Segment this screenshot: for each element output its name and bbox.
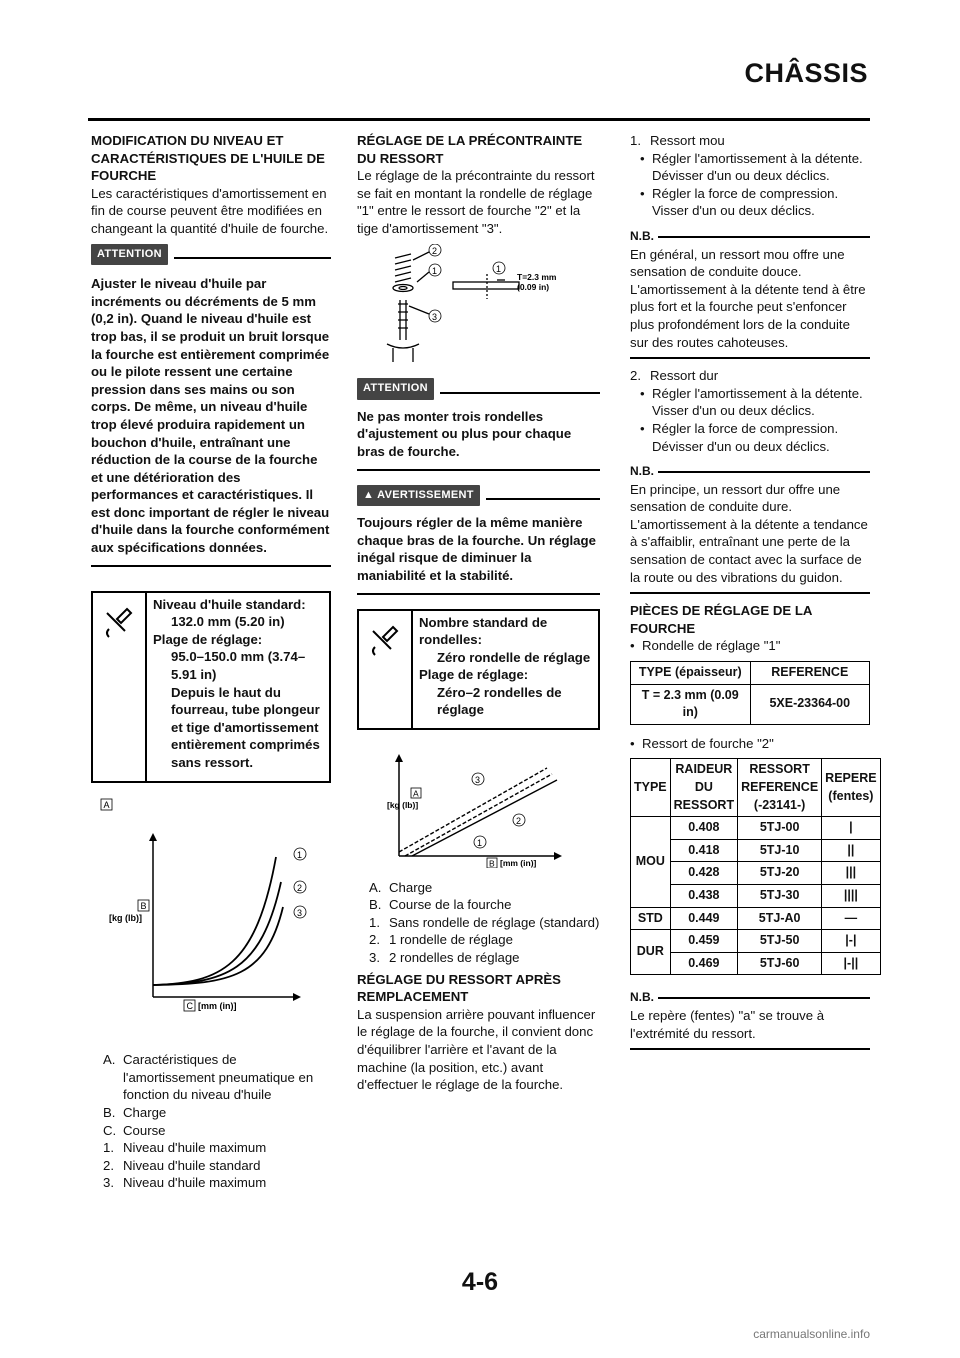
table-cell: T = 2.3 mm (0.09 in) xyxy=(631,684,751,724)
attention-badge: ATTENTION xyxy=(357,378,434,400)
graph-label-a: A xyxy=(103,799,110,810)
section-heading: RÉGLAGE DE LA PRÉCONTRAINTE DU RESSORT xyxy=(357,133,583,166)
graph-label-b: B xyxy=(140,900,147,911)
graph-legend xyxy=(357,879,600,967)
table-header: RESSORT REFERENCE (-23141-) xyxy=(738,759,822,817)
graph-y-label: [kg (lb)] xyxy=(387,800,419,811)
graph-label-b: B xyxy=(489,858,495,869)
spec-line: Niveau d'huile standard: xyxy=(153,596,306,612)
table-cell: 0.449 xyxy=(670,907,737,930)
graph-label-c: C xyxy=(186,1000,193,1011)
spec-line: Nombre standard de rondelles: xyxy=(419,614,548,648)
legend-key: 3. xyxy=(369,950,380,966)
legend-item: Charge xyxy=(389,879,433,895)
page-number: 4-6 xyxy=(461,1268,499,1296)
note-header xyxy=(630,228,870,246)
table-header: RAIDEUR DU RESSORT xyxy=(670,759,737,817)
figure-thickness-in: (0.09 in) xyxy=(517,281,550,292)
table-cell: |-| xyxy=(822,930,880,953)
bullet-subitem: Dévisser d'un ou deux déclics. xyxy=(652,168,830,184)
bullet-subitem: Dévisser d'un ou deux déclics. xyxy=(652,438,830,454)
wrench-icon xyxy=(93,593,147,781)
table-cell: 0.459 xyxy=(670,930,737,953)
legend-key: A. xyxy=(103,1052,116,1068)
note-label: N.B. xyxy=(630,990,654,1005)
spec-value: 132.0 mm (5.20 in) xyxy=(171,614,285,630)
legend-item: Niveau d'huile maximum xyxy=(123,1175,267,1191)
warning-header xyxy=(357,485,600,507)
attention-header xyxy=(91,244,331,266)
note-header xyxy=(630,463,870,481)
spec-line: Plage de réglage: xyxy=(153,631,263,647)
table-cell: STD xyxy=(631,907,671,930)
bullet-item: Rondelle de réglage "1" xyxy=(642,638,781,654)
graph-callout-2: 2 xyxy=(516,816,522,827)
legend-item: Course de la fourche xyxy=(389,897,512,913)
legend-key: B. xyxy=(103,1104,116,1120)
legend-item: Caractéristiques de l'amortissement pneumatique en fonction du niveau d'huile xyxy=(123,1052,314,1103)
legend-item: Sans rondelle de réglage (standard) xyxy=(389,914,600,930)
table-cell: 0.428 xyxy=(670,862,737,885)
wrench-icon xyxy=(359,611,413,729)
table-header: REPERE (fentes) xyxy=(822,759,880,817)
table-cell: 5TJ-60 xyxy=(738,952,822,975)
spec-note: Depuis le haut du fourreau, tube plongeur et tige d'amortissement entièrement comprimés sans ressort. xyxy=(171,684,320,770)
spec-line: Plage de réglage: xyxy=(419,667,529,683)
section-heading: MODIFICATION DU NIVEAU ET CARACTÉRISTIQUES DE L'HUILE DE FOURCHE xyxy=(91,133,325,184)
note-text: Le repère (fentes) "a" se trouve à l'extrémité du ressort. xyxy=(630,1007,870,1050)
paragraph: Le réglage de la précontrainte du ressort se fait en montant la rondelle de réglage "1" entre le ressort de fourche "2" et la tige d'amortissement "3". xyxy=(357,168,595,236)
table-row xyxy=(631,930,881,953)
legend-key: 1. xyxy=(369,914,380,930)
table-cell: 0.469 xyxy=(670,952,737,975)
table-cell: MOU xyxy=(631,817,671,907)
table-cell: 5TJ-A0 xyxy=(738,907,822,930)
table-cell: || xyxy=(822,839,880,862)
spec-value: Zéro–2 rondelles de réglage xyxy=(437,684,562,718)
divider xyxy=(440,392,600,394)
legend-key: A. xyxy=(369,879,382,895)
spec-value: Zéro rondelle de réglage xyxy=(437,649,591,665)
figure-thickness: T=2.3 mm xyxy=(517,271,557,282)
note-text: En principe, un ressort dur offre une sensation de conduite dure. L'amortissement à la détente a tendance à s'affaiblir, entraînant une perte de la sensation de contact avec la surface de la route ou des vibrations du guidon. xyxy=(630,481,870,595)
table-cell: |-|| xyxy=(822,952,880,975)
page-title: CHÂSSIS xyxy=(744,58,868,88)
graph-x-label: [mm (in)] xyxy=(198,1000,237,1011)
figure-callout-3: 3 xyxy=(432,311,438,322)
table-cell: 0.438 xyxy=(670,884,737,907)
table-cell: | xyxy=(822,817,880,840)
warning-text: Toujours régler de la même manière chaque bras de la fourche. Un réglage inégal risque de diminuer la maniabilité et la stabilité. xyxy=(357,510,600,594)
column-1 xyxy=(91,132,331,1192)
table-cell: — xyxy=(822,907,880,930)
spec-value: 95.0–150.0 mm (3.74–5.91 in) xyxy=(171,649,306,683)
preload-graph xyxy=(357,748,600,868)
paragraph: La suspension arrière pouvant influencer le réglage de la fourche, il convient donc d'équilibrer l'arrière et l'avant de la machine (la position, etc.) avant d'effectuer le réglage de la fourche. xyxy=(357,1006,596,1093)
graph-callout-1: 1 xyxy=(477,838,483,849)
note-header xyxy=(630,989,870,1007)
attention-badge: ATTENTION xyxy=(91,244,168,266)
graph-callout-3: 3 xyxy=(297,907,303,918)
washer-table xyxy=(630,661,870,725)
legend-key: B. xyxy=(369,897,382,913)
legend-item: 1 rondelle de réglage xyxy=(389,932,513,948)
spring-washer-figure xyxy=(357,244,600,362)
legend-key: 1. xyxy=(103,1140,114,1156)
figure-callout-1b: 1 xyxy=(496,263,502,274)
note-label: N.B. xyxy=(630,228,654,243)
column-3: 1. Ressort mou • Régler l'amortissement à la détente. Dévisser d'un ou deux déclics. • Régler la force de compression. Visser d'un ou deux déclics. N.B. En général, un ressort mou offre une sensation de conduite douce. L'amortissement à la détente tend à être plus fort et la fourche peut s'enfoncer plus profondément lors de la conduite sur des routes cahoteuses. 2. Ressort dur • Régler l'amortissement à la détente. Visser d'un ou deux déclics. • Régler la force de compression. Dévisser d'un ou deux déclics. N.B. En principe, un ressort dur offre une sensation de conduite dure. L'amortissement à la détente a tendance à s'affaiblir, entraînant une perte de la sensation de contact avec la surface de la route ou des vibrations du guidon. PIÈCES DE RÉGLAGE DE LA FOURCHE • Rondelle de réglage "1" TYPE (épaisseur) REFERENCE T = 2.3 mm (0.09 in) 5XE-23364-00 • Ressort de fourche "2" TYPE RAIDEUR DU RESSORT RESSORT REFERENCE (-23141-) REPERE (fentes) MOU 0.408 5TJ-00 | 0.418 5TJ-10 || 0.428 5TJ-20 ||| 0.438 5TJ-30 |||| STD 0.449 5TJ-A0 — DUR 0.459 5TJ-50 |-| 0.469 5TJ-60 |-|| N.B. Le repère (fentes) "a" se trouve à l'extrémité du ressort. xyxy=(630,132,870,1058)
table-cell: DUR xyxy=(631,930,671,975)
table-cell: ||| xyxy=(822,862,880,885)
table-cell: 5TJ-50 xyxy=(738,930,822,953)
note-text: En général, un ressort mou offre une sensation de conduite douce. L'amortissement à la détente tend à être plus fort et la fourche peut s'enfoncer plus profondément lors de la conduite sur des routes cahoteuses. xyxy=(630,246,870,360)
oil-level-graph xyxy=(91,797,331,1037)
header-rule xyxy=(88,118,870,121)
bullet-item: Ressort de fourche "2" xyxy=(642,735,774,751)
watermark: carmanualsonline.info xyxy=(753,1327,870,1341)
table-cell: 0.408 xyxy=(670,817,737,840)
section-heading: PIÈCES DE RÉGLAGE DE LA FOURCHE xyxy=(630,603,812,636)
table-cell: 5TJ-30 xyxy=(738,884,822,907)
note-label: N.B. xyxy=(630,464,654,479)
bullet-item: Régler l'amortissement à la détente. xyxy=(652,150,863,166)
spec-box xyxy=(91,591,331,783)
spec-box xyxy=(357,609,600,731)
bullet-item: Régler la force de compression. xyxy=(652,185,839,201)
figure-callout-2: 2 xyxy=(432,245,438,256)
bullet-item: Régler l'amortissement à la détente. xyxy=(652,385,863,401)
table-cell: 5XE-23364-00 xyxy=(750,684,870,724)
graph-x-label: [mm (in)] xyxy=(500,858,537,869)
warning-badge xyxy=(357,485,480,507)
divider xyxy=(174,257,331,259)
column-2 xyxy=(357,132,600,1094)
paragraph: Les caractéristiques d'amortissement en fin de course peuvent être modifiées en changeant la quantité d'huile de fourche. xyxy=(91,185,329,236)
table-header: TYPE (épaisseur) xyxy=(631,662,751,685)
attention-text: Ajuster le niveau d'huile par incréments ou décréments de 5 mm (0,2 in). Quand le niveau d'huile est trop bas, il se produit un bruit lorsque la fourche est entièrement comprimée ou le pilote ressent une certaine pression dans ses mains ou son corps. De même, un niveau d'huile trop élevé produira rapidement un bouchon d'huile, entraînant une réduction de la course de la fourche et une détérioration des performances et caractéristiques. Il est donc important de régler le niveau d'huile dans la fourche conformément aux spécifications données. xyxy=(91,271,331,567)
table-cell: |||| xyxy=(822,884,880,907)
legend-item: 2 rondelles de réglage xyxy=(389,950,520,966)
legend-key: 2. xyxy=(369,932,380,948)
graph-callout-3: 3 xyxy=(475,775,481,786)
table-cell: 5TJ-00 xyxy=(738,817,822,840)
legend-key: C. xyxy=(103,1122,117,1138)
section-heading: RÉGLAGE DU RESSORT APRÈS REMPLACEMENT xyxy=(357,971,561,1005)
warning-icon: ▲ xyxy=(363,488,378,501)
graph-callout-2: 2 xyxy=(297,882,303,893)
list-item: Ressort dur xyxy=(650,368,719,384)
table-cell: 0.418 xyxy=(670,839,737,862)
divider xyxy=(486,498,600,500)
legend-item: Niveau d'huile standard xyxy=(123,1157,261,1173)
table-cell: 5TJ-10 xyxy=(738,839,822,862)
table-cell: 5TJ-20 xyxy=(738,862,822,885)
list-item: Ressort mou xyxy=(650,133,725,148)
bullet-item: Régler la force de compression. xyxy=(652,420,839,436)
spring-table xyxy=(630,758,881,975)
table-row xyxy=(631,817,881,840)
legend-key: 3. xyxy=(103,1175,114,1191)
table-row xyxy=(631,907,881,930)
bullet-subitem: Visser d'un ou deux déclics. xyxy=(652,403,815,419)
figure-callout-1: 1 xyxy=(432,265,438,276)
attention-header xyxy=(357,378,600,400)
warning-label: AVERTISSEMENT xyxy=(377,488,474,501)
graph-label-a: A xyxy=(413,788,419,799)
list-number: 2. xyxy=(630,368,641,384)
bullet-subitem: Visser d'un ou deux déclics. xyxy=(652,203,815,219)
legend-item: Niveau d'huile maximum xyxy=(123,1140,267,1156)
attention-text: Ne pas monter trois rondelles d'ajustement ou plus pour chaque bras de fourche. xyxy=(357,404,600,471)
legend-item: Charge xyxy=(123,1104,167,1120)
legend-item: Course xyxy=(123,1122,166,1138)
table-header: REFERENCE xyxy=(750,662,870,685)
graph-legend xyxy=(91,1051,331,1192)
table-header: TYPE xyxy=(631,759,671,817)
graph-callout-1: 1 xyxy=(297,849,303,860)
list-number: 1. xyxy=(630,133,641,148)
graph-y-label: [kg (lb)] xyxy=(109,912,142,923)
legend-key: 2. xyxy=(103,1157,114,1173)
